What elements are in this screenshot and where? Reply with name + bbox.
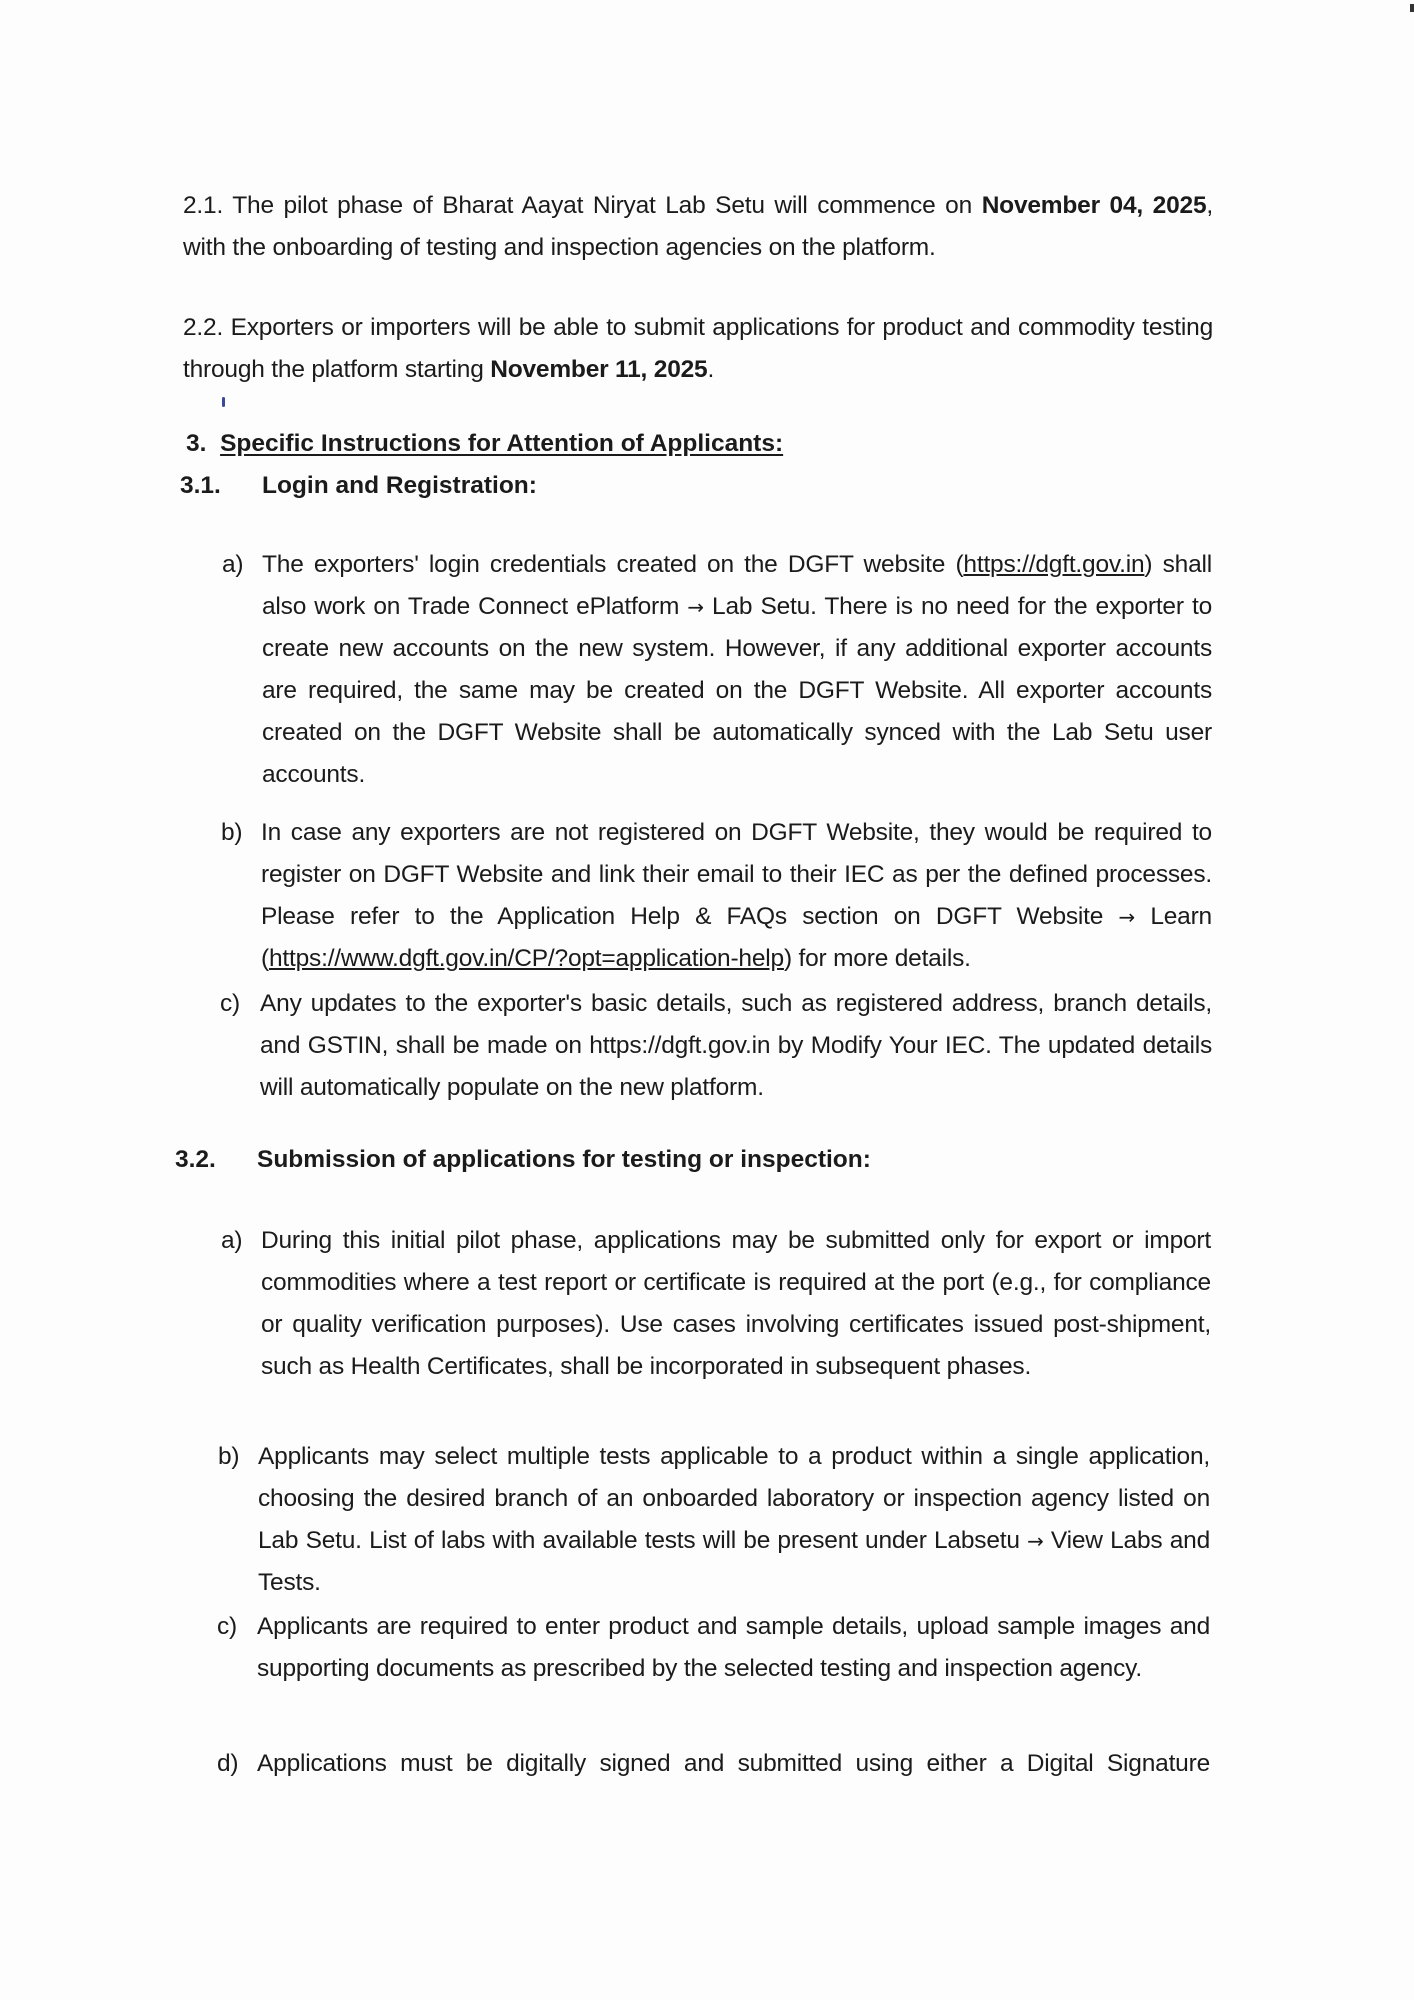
list-item-3-2-a: a) During this initial pilot phase, applications may be submitted only for export or import commodities where a test report or certificate is required at the port (e.g., for compliance or quality verification purposes). Use cases involving certificates issued post-shipment, such as Health Certificates, shall be incorporated in subsequent phases.: [221, 1227, 1211, 1380]
list-item-3-2-b: b) Applicants may select multiple tests applicable to a product within a single application, choosing the desired branch of an onboarded laboratory or inspection agency listed on Lab Setu. List of labs with available tests will be present under Labsetu → View Labs and Tests.: [218, 1443, 1210, 1596]
list-item-3-1-c: c) Any updates to the exporter's basic details, such as registered address, branch details, and GSTIN, shall be made on https://dgft.gov.in by Modify Your IEC. The updated details will automatically populate on the new platform.: [220, 990, 1212, 1101]
application-help-link[interactable]: https://www.dgft.gov.in/CP/?opt=application-help: [268, 945, 784, 972]
paragraph-2-1: 2.1. The pilot phase of Bharat Aayat Niryat Lab Setu will commence on November 04, 2025, with the onboarding of testing and inspection agencies on the platform.: [183, 192, 1213, 261]
section-3-heading: 3. Specific Instructions for Attention of Applicants:: [186, 430, 784, 457]
arrow-right-icon: →: [1118, 905, 1136, 929]
list-item-3-2-d: d) Applications must be digitally signed and submitted using either a Digital Signature: [217, 1750, 1210, 1777]
arrow-right-icon: →: [687, 595, 704, 619]
section-3-2-heading: 3.2. Submission of applications for testing or inspection:: [175, 1146, 871, 1173]
dgft-link[interactable]: https://dgft.gov.in: [963, 551, 1145, 578]
list-item-3-2-c: c) Applicants are required to enter product and sample details, upload sample images and supporting documents as prescribed by the selected testing and inspection agency.: [217, 1613, 1210, 1682]
pen-mark: [222, 397, 225, 407]
scan-mark: [1410, 4, 1414, 12]
paragraph-2-2: 2.2. Exporters or importers will be able to submit applications for product and commodity testing through the platform starting November 11, 2025.: [183, 314, 1213, 383]
arrow-right-icon: →: [1027, 1529, 1044, 1553]
list-item-3-1-b: b) In case any exporters are not registered on DGFT Website, they would be required to register on DGFT Website and link their email to their IEC as per the defined processes. Please refer to the Application Help & FAQs section on DGFT Website → Learn (https://www.dgft.gov.in/CP/?opt=application-help) for more details.: [221, 819, 1212, 972]
section-3-1-heading: 3.1. Login and Registration:: [180, 472, 537, 499]
list-item-3-1-a: a) The exporters' login credentials created on the DGFT website (https://dgft.gov.in) shall also work on Trade Connect ePlatform → Lab Setu. There is no need for the exporter to create new accounts on the new system. However, if any additional exporter accounts are required, the same may be created on the DGFT Website. All exporter accounts created on the DGFT Website shall be automatically synced with the Lab Setu user accounts.: [222, 551, 1212, 788]
